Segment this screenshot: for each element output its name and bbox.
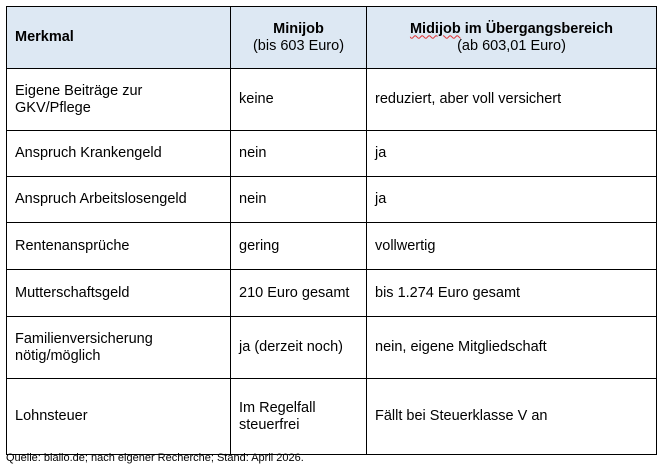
table-row — [7, 317, 657, 379]
cell-midijob-text: ja — [375, 145, 387, 161]
cell-midijob — [367, 270, 657, 317]
header-midijob-title-rest: im Übergangsbereich — [460, 20, 614, 37]
cell-minijob — [231, 69, 367, 131]
cell-merkmal-text: Rentenansprüche — [15, 237, 130, 254]
comparison-table — [6, 6, 657, 455]
cell-midijob — [367, 69, 657, 131]
header-minijob-title: Minijob — [273, 20, 324, 37]
header-merkmal: Merkmal — [7, 7, 231, 69]
cell-merkmal-text: Anspruch Arbeitslosengeld — [15, 191, 187, 207]
cell-minijob-text: gering — [239, 237, 280, 254]
table-row — [7, 131, 657, 177]
header-midijob-title — [375, 21, 648, 38]
cell-minijob-text: keine — [239, 91, 274, 107]
header-midijob-subtitle: (ab 603,01 Euro) — [457, 37, 566, 54]
cell-midijob — [367, 177, 657, 223]
table-row — [7, 177, 657, 223]
cell-midijob — [367, 131, 657, 177]
cell-minijob — [231, 223, 367, 270]
cell-minijob-text: nein — [239, 145, 267, 161]
cell-midijob-text: vollwertig — [375, 237, 436, 254]
cell-merkmal — [7, 270, 231, 317]
source-footnote: Quelle: biallo.de; nach eigener Recherche; Stand: April 2026. — [6, 452, 304, 464]
cell-merkmal — [7, 317, 231, 379]
cell-minijob-text: nein — [239, 191, 267, 207]
header-midijob-title-word: Midijob — [409, 20, 461, 37]
table-header-row — [7, 7, 657, 69]
cell-minijob-text: 210 Euro gesamt — [239, 284, 350, 301]
cell-minijob — [231, 379, 367, 455]
cell-minijob-text: ja (derzeit noch) — [239, 339, 343, 355]
cell-minijob — [231, 177, 367, 223]
header-minijob-subtitle: (bis 603 Euro) — [252, 37, 345, 54]
header-midijob — [367, 7, 657, 69]
cell-merkmal-text: Anspruch Krankengeld — [15, 145, 162, 161]
table-row — [7, 69, 657, 131]
cell-merkmal-text: Lohnsteuer — [15, 408, 88, 424]
table-row — [7, 379, 657, 455]
cell-merkmal-text: Familienversicherung nötig/möglich — [15, 330, 153, 364]
cell-merkmal — [7, 379, 231, 455]
cell-merkmal — [7, 223, 231, 270]
table-row — [7, 270, 657, 317]
header-minijob — [231, 7, 367, 69]
cell-merkmal-text: Mutterschaftsgeld — [15, 284, 130, 301]
cell-minijob — [231, 131, 367, 177]
cell-minijob — [231, 270, 367, 317]
cell-merkmal-text: Eigene Beiträge zur GKV/Pflege — [15, 82, 143, 116]
cell-minijob-text: Im Regelfall steuerfrei — [239, 399, 316, 433]
cell-midijob — [367, 379, 657, 455]
cell-merkmal — [7, 131, 231, 177]
table-row — [7, 223, 657, 270]
cell-midijob-text: nein, eigene Mitgliedschaft — [375, 339, 547, 355]
cell-merkmal — [7, 177, 231, 223]
cell-midijob-text: Fällt bei Steuerklasse V an — [375, 408, 548, 424]
cell-minijob — [231, 317, 367, 379]
cell-midijob — [367, 317, 657, 379]
cell-midijob-text: reduziert, aber voll versichert — [375, 91, 562, 107]
cell-midijob — [367, 223, 657, 270]
cell-midijob-text: ja — [375, 191, 387, 207]
cell-midijob-text: bis 1.274 Euro gesamt — [375, 284, 521, 301]
cell-merkmal — [7, 69, 231, 131]
